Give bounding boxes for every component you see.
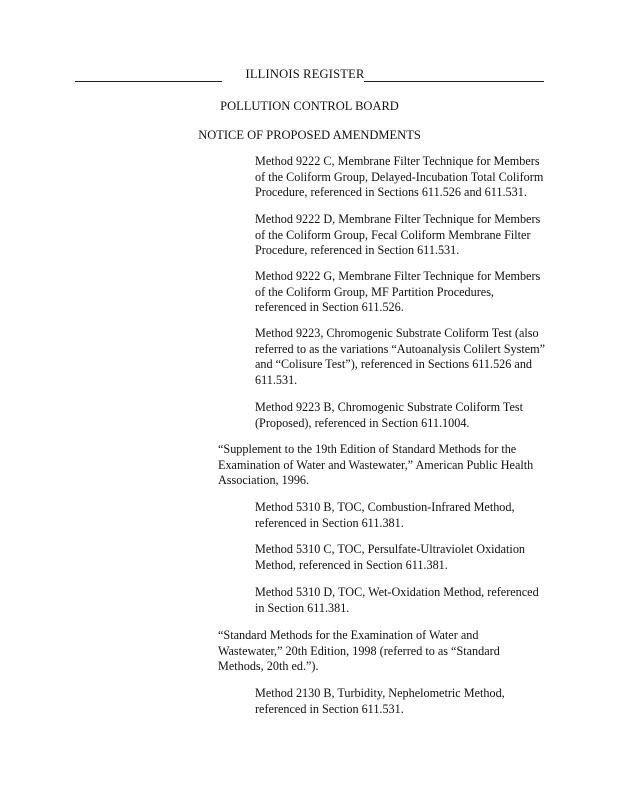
entry-line: referred to as the variations “Autoanalysis Colilert System” — [255, 341, 546, 356]
entry-line: Procedure, referenced in Sections 611.526 and 611.531. — [255, 185, 527, 200]
entry-line: Methods, 20th ed.”). — [218, 659, 319, 674]
entry-line: Method 5310 C, TOC, Persulfate-Ultraviolet Oxidation — [255, 542, 526, 556]
reference-entry — [218, 628, 548, 675]
method-entry — [255, 500, 555, 531]
board-name: POLLUTION CONTROL BOARD — [220, 99, 399, 113]
entry-line: Method 9222 C, Membrane Filter Technique for Members — [255, 154, 540, 168]
method-entry — [255, 212, 555, 259]
reference-entry — [218, 442, 548, 489]
header-rule-right — [364, 81, 544, 82]
entry-line: Method 5310 D, TOC, Wet-Oxidation Method, referenced — [255, 585, 539, 599]
method-entry — [255, 585, 555, 616]
method-entry — [255, 269, 555, 316]
entry-line: in Section 611.381. — [255, 600, 350, 615]
entry-line: of the Coliform Group, MF Partition Procedures, — [255, 284, 494, 299]
entry-line: “Standard Methods for the Examination of Water and — [218, 628, 479, 642]
method-entry — [255, 154, 555, 201]
entry-line: Method 9223 B, Chromogenic Substrate Coliform Test — [255, 400, 524, 414]
method-entry — [255, 400, 555, 431]
entry-line: Method 2130 B, Turbidity, Nephelometric Method, — [255, 686, 505, 700]
method-entry — [255, 326, 555, 388]
entry-line: Method 9223, Chromogenic Substrate Coliform Test (also — [255, 326, 539, 340]
entry-line: “Supplement to the 19th Edition of Standard Methods for the — [218, 442, 517, 456]
register-title: ILLINOIS REGISTER — [245, 67, 365, 81]
method-entry — [255, 686, 555, 717]
entry-line: Procedure, referenced in Section 611.531. — [255, 243, 460, 258]
entry-line: Examination of Water and Wastewater,” American Public Health — [218, 457, 534, 472]
entry-line: and “Colisure Test”), referenced in Sections 611.526 and — [255, 357, 533, 372]
header-rule-left — [75, 81, 222, 82]
entry-line: Method 5310 B, TOC, Combustion-Infrared Method, — [255, 500, 515, 514]
entry-line: of the Coliform Group, Fecal Coliform Membrane Filter — [255, 227, 531, 242]
entry-line: (Proposed), referenced in Section 611.1004. — [255, 415, 470, 430]
entry-line: 611.531. — [255, 372, 298, 387]
entry-line: Association, 1996. — [218, 473, 310, 488]
method-entry — [255, 542, 555, 573]
entry-line: referenced in Section 611.381. — [255, 515, 404, 530]
entry-line: referenced in Section 611.526. — [255, 300, 404, 315]
entry-line: Method, referenced in Section 611.381. — [255, 557, 448, 572]
entry-line: Method 9222 D, Membrane Filter Technique for Members — [255, 212, 541, 226]
entry-line: referenced in Section 611.531. — [255, 701, 404, 716]
entry-line: of the Coliform Group, Delayed-Incubation Total Coliform — [255, 169, 544, 184]
notice-title: NOTICE OF PROPOSED AMENDMENTS — [198, 128, 421, 142]
entry-line: Wastewater,” 20th Edition, 1998 (referred to as “Standard — [218, 643, 500, 658]
entry-line: Method 9222 G, Membrane Filter Technique for Members — [255, 269, 541, 283]
